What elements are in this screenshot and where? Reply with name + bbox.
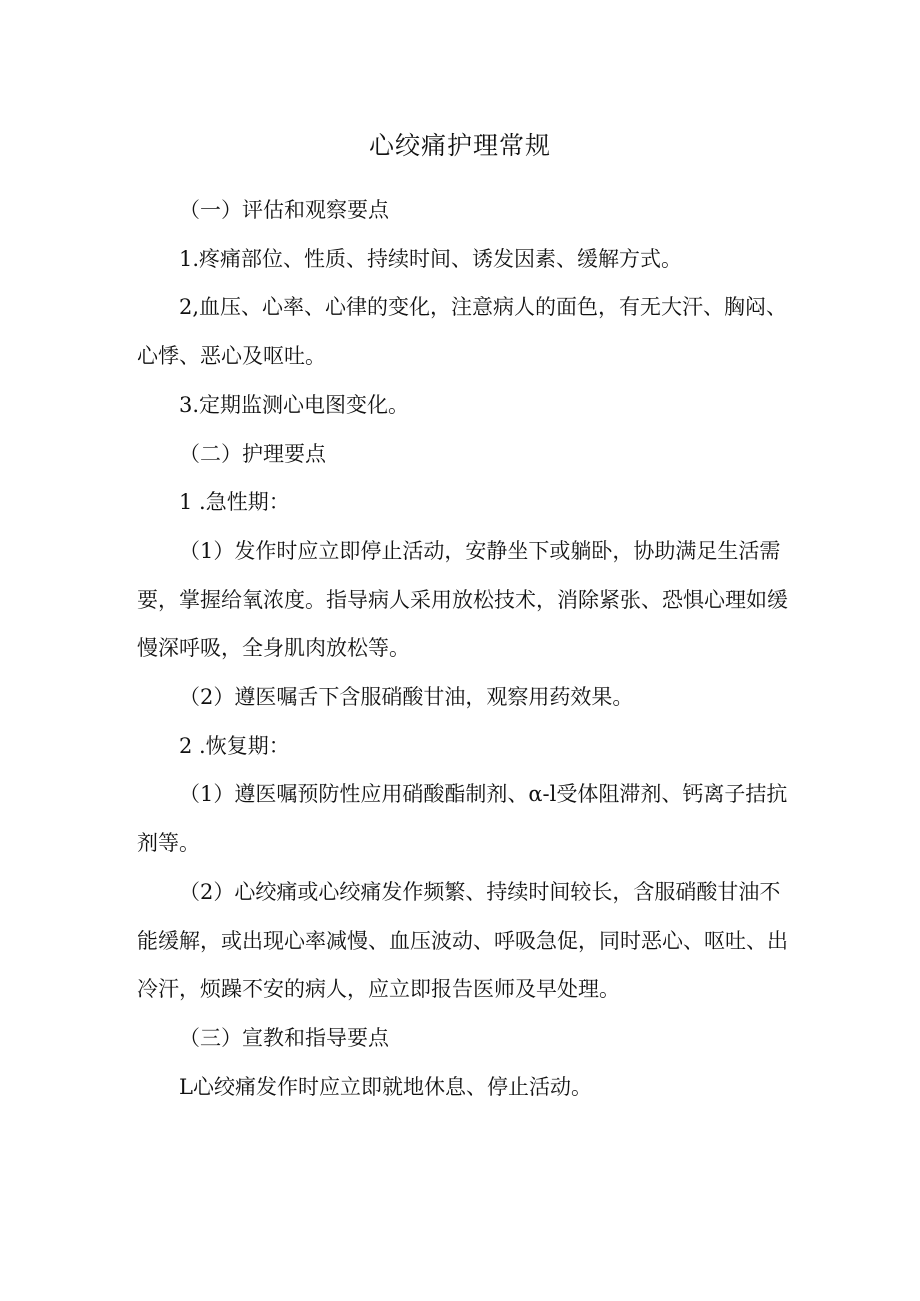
paragraph: 1.疼痛部位、性质、持续时间、诱发因素、缓解方式。 — [179, 246, 683, 271]
paragraph: （1）发作时应立即停止活动，安静坐下或躺卧，协助满足生活需要，掌握给氧浓度。指导病人采用放松技术，消除紧张、恐惧心理如缓慢深呼吸，全身肌肉放松等。 — [137, 538, 788, 661]
paragraph: （2）遵医嘱舌下含服硝酸甘油，观察用药效果。 — [179, 685, 634, 710]
paragraph: L心绞痛发作时应立即就地休息、停止活动。 — [179, 1074, 592, 1099]
paragraph: （1）遵医嘱预防性应用硝酸酯制剂、α-l受体阻滞剂、钙离子拮抗剂等。 — [137, 782, 788, 856]
document-body — [137, 186, 801, 1111]
paragraph: 1 .急性期： — [179, 490, 290, 515]
paragraph: （三）宣教和指导要点 — [179, 1025, 389, 1050]
paragraph: （二）护理要点 — [179, 441, 326, 466]
paragraph: 2,血压、心率、心律的变化，注意病人的面色，有无大汗、胸闷、心悸、恶心及呕吐。 — [137, 295, 788, 369]
paragraph: 2 .恢复期： — [179, 733, 290, 758]
page-title: 心绞痛护理常规 — [368, 131, 551, 160]
paragraph: 3.定期监测心电图变化。 — [179, 392, 410, 417]
paragraph: （2）心绞痛或心绞痛发作频繁、持续时间较长，含服硝酸甘油不能缓解，或出现心率减慢、血压波动、呼吸急促，同时恶心、呕吐、出冷汗，烦躁不安的病人，应立即报告医师及早处理。 — [137, 879, 788, 1002]
paragraph: （一）评估和观察要点 — [179, 198, 389, 222]
